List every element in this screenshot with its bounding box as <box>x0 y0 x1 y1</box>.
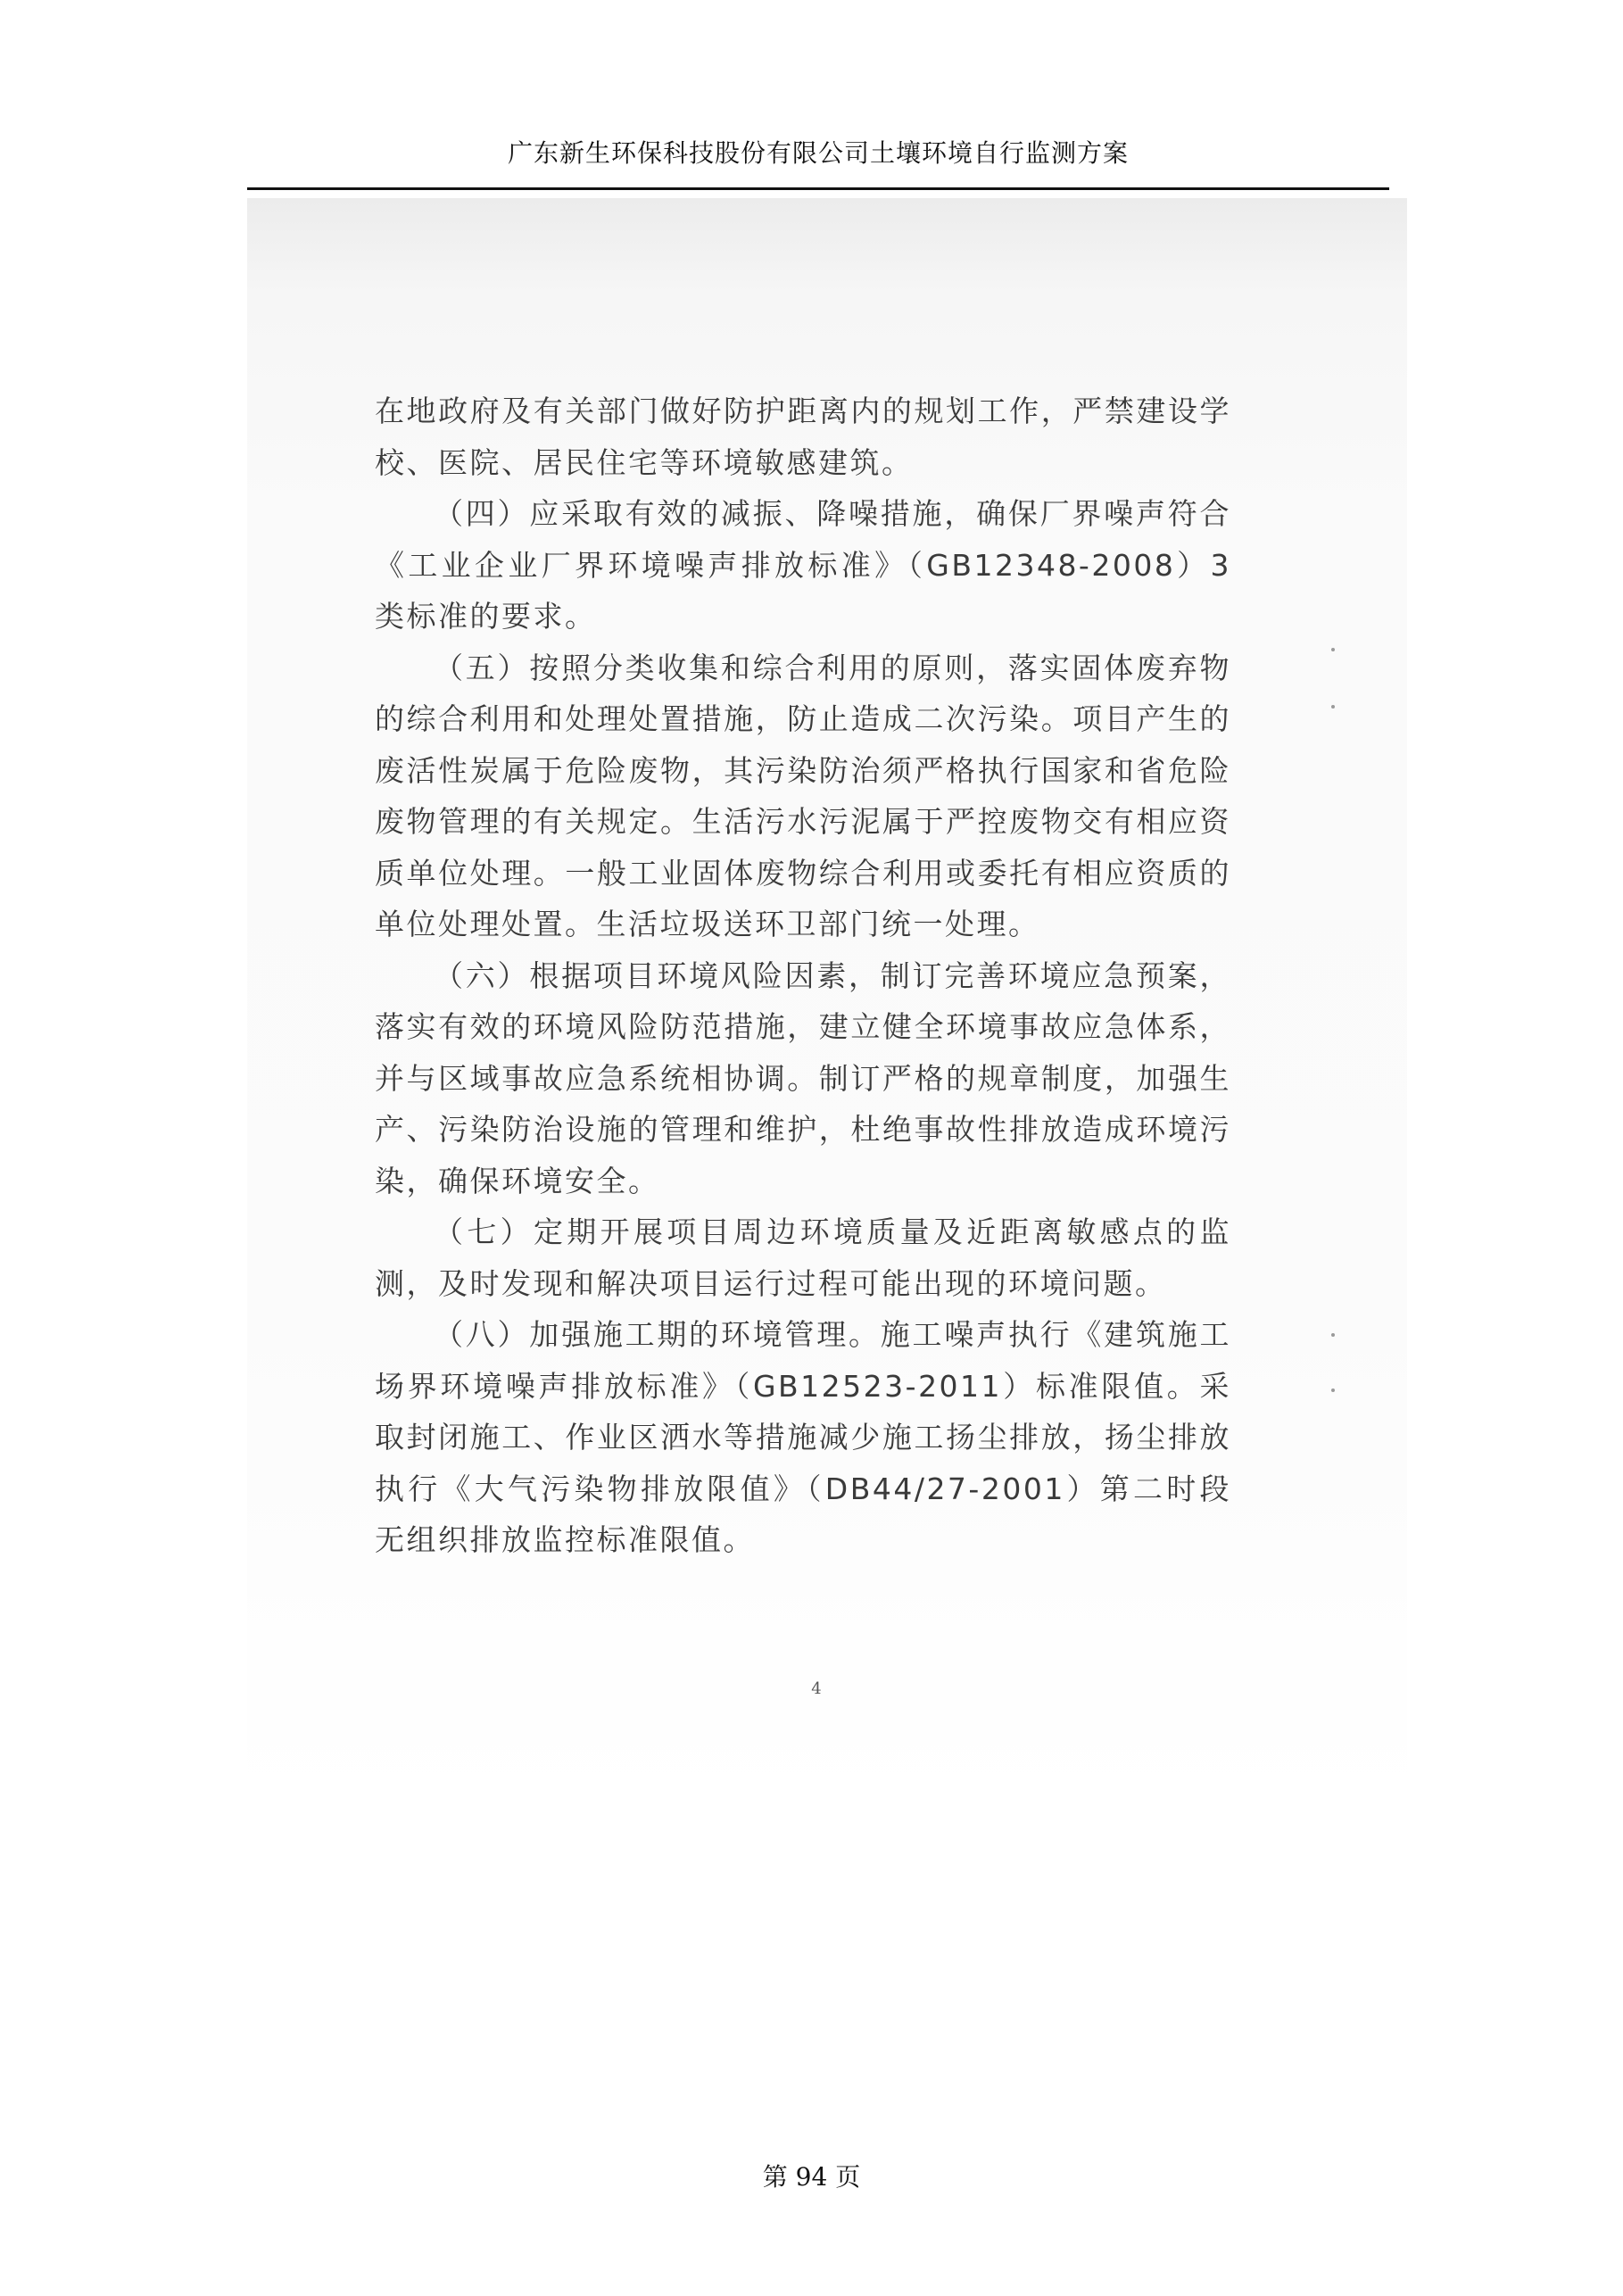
paragraph-risk-emergency: （六）根据项目环境风险因素，制订完善环境应急预案，落实有效的环境风险防范措施，建立健全环境事故应急体系，并与区域事故应急系统相协调。制订严格的规章制度，加强生产、污染防治设施的管理和维护，杜绝事故性排放造成环境污染，确保环境安全。 <box>375 957 1231 1198</box>
page-header-title: 广东新生环保科技股份有限公司土壤环境自行监测方案 <box>507 138 1129 168</box>
scan-artifact <box>1331 705 1335 709</box>
scan-artifact <box>1331 648 1335 651</box>
paragraph-construction-management: （八）加强施工期的环境管理。施工噪声执行《建筑施工场界环境噪声排放标准》（GB12523-2011）标准限值。采取封闭施工、作业区洒水等措施减少施工扬尘排放，扬尘排放执行《大气污染物排放限值》（DB44/27-2001）第二时段无组织排放监控标准限值。 <box>375 1317 1231 1557</box>
header-divider <box>247 187 1389 190</box>
scan-artifact <box>1331 1333 1335 1337</box>
paragraph-monitoring: （七）定期开展项目周边环境质量及近距离敏感点的监测，及时发现和解决项目运行过程可能出现的环境问题。 <box>375 1214 1231 1301</box>
scan-artifact <box>1331 1388 1335 1392</box>
paragraph-solid-waste: （五）按照分类收集和综合利用的原则，落实固体废弃物的综合利用和处理处置措施，防止造成二次污染。项目产生的废活性炭属于危险废物，其污染防治须严格执行国家和省危险废物管理的有关规定。生活污水污泥属于严控废物交有相应资质单位处理。一般工业固体废物综合利用或委托有相应资质的单位处理处置。生活垃圾送环卫部门统一处理。 <box>375 650 1231 941</box>
page-footer-number: 第 94 页 <box>762 2162 861 2192</box>
document-body <box>375 385 1231 1566</box>
paragraph-continuation: 在地政府及有关部门做好防护距离内的规划工作，严禁建设学校、医院、居民住宅等环境敏感建筑。 <box>375 394 1231 480</box>
paragraph-noise-control: （四）应采取有效的减振、降噪措施，确保厂界噪声符合《工业企业厂界环境噪声排放标准》（GB12348-2008）3类标准的要求。 <box>375 496 1231 634</box>
scanned-page-number: 4 <box>811 1679 822 1698</box>
